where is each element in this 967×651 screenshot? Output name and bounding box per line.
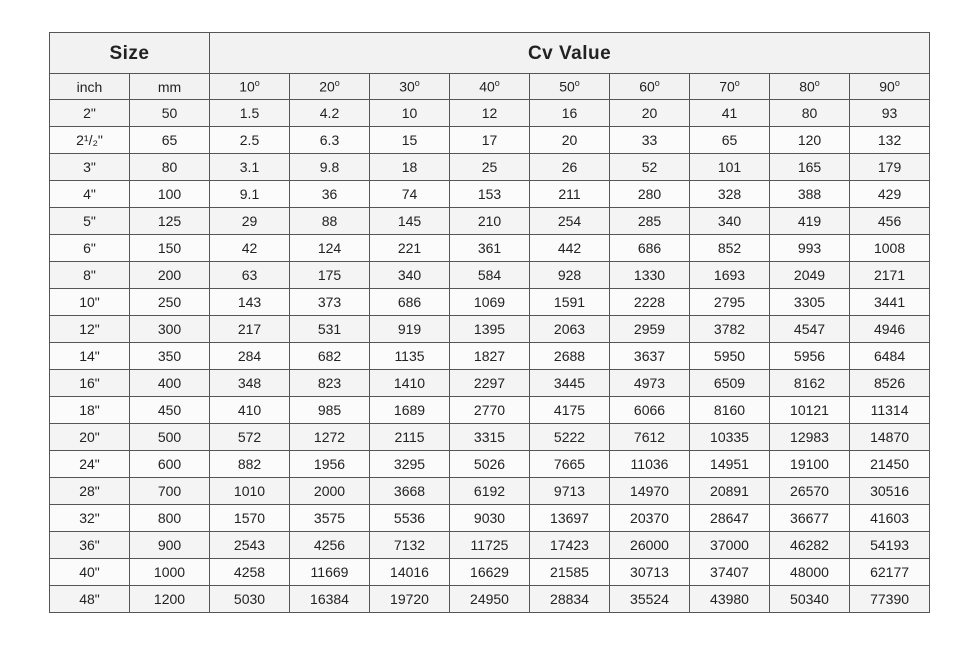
size-mm-cell: 500	[130, 424, 210, 451]
cv-value-cell: 52	[610, 154, 690, 181]
cv-value-cell: 217	[210, 316, 290, 343]
cv-value-cell: 24950	[450, 586, 530, 613]
cv-value-cell: 10	[370, 100, 450, 127]
degree-symbol: o	[814, 78, 820, 89]
header-row-units	[50, 74, 930, 100]
cv-value-cell: 3782	[690, 316, 770, 343]
degree-symbol: o	[894, 78, 900, 89]
cv-value-cell: 19720	[370, 586, 450, 613]
cv-value-cell: 54193	[850, 532, 930, 559]
cv-value-cell: 12983	[770, 424, 850, 451]
size-mm-cell: 450	[130, 397, 210, 424]
size-mm-cell: 80	[130, 154, 210, 181]
cv-value-cell: 8160	[690, 397, 770, 424]
cv-value-cell: 50340	[770, 586, 850, 613]
table-row	[50, 262, 930, 289]
cv-value-cell: 2.5	[210, 127, 290, 154]
cv-value-cell: 5222	[530, 424, 610, 451]
size-inch-cell: 20"	[50, 424, 130, 451]
size-mm-cell: 300	[130, 316, 210, 343]
cv-value-cell: 1330	[610, 262, 690, 289]
cv-value-cell: 124	[290, 235, 370, 262]
cv-value-cell: 1010	[210, 478, 290, 505]
angle-value: 90	[879, 78, 895, 95]
size-mm-cell: 1000	[130, 559, 210, 586]
cv-value-cell: 1069	[450, 289, 530, 316]
cv-value-cell: 3637	[610, 343, 690, 370]
cv-value-cell: 179	[850, 154, 930, 181]
size-inch-cell: 12"	[50, 316, 130, 343]
cv-value-cell: 6192	[450, 478, 530, 505]
inch-header: inch	[50, 74, 130, 100]
angle-header-80	[770, 74, 850, 100]
cv-value-cell: 285	[610, 208, 690, 235]
cv-value-cell: 882	[210, 451, 290, 478]
degree-symbol: o	[734, 78, 740, 89]
cv-value-cell: 37407	[690, 559, 770, 586]
degree-symbol: o	[654, 78, 660, 89]
cv-value-cell: 18	[370, 154, 450, 181]
cv-value-cell: 2063	[530, 316, 610, 343]
table-row	[50, 181, 930, 208]
cv-value-cell: 9.1	[210, 181, 290, 208]
cv-value-cell: 1008	[850, 235, 930, 262]
cv-value-cell: 6509	[690, 370, 770, 397]
cv-value-cell: 15	[370, 127, 450, 154]
cv-value-cell: 6066	[610, 397, 690, 424]
size-inch-cell: 2¹/₂"	[50, 127, 130, 154]
cv-value-cell: 572	[210, 424, 290, 451]
cv-value-cell: 63	[210, 262, 290, 289]
size-inch-cell: 18"	[50, 397, 130, 424]
angle-header-70	[690, 74, 770, 100]
cv-value-cell: 16	[530, 100, 610, 127]
degree-symbol: o	[414, 78, 420, 89]
cv-value-cell: 1135	[370, 343, 450, 370]
header-row-main	[50, 33, 930, 74]
cv-value-cell: 2228	[610, 289, 690, 316]
cv-value-cell: 2688	[530, 343, 610, 370]
cv-value-cell: 1.5	[210, 100, 290, 127]
cv-value-cell: 8526	[850, 370, 930, 397]
cv-value-cell: 43980	[690, 586, 770, 613]
angle-value: 30	[399, 78, 415, 95]
table-row	[50, 154, 930, 181]
table-row	[50, 208, 930, 235]
cv-value-cell: 254	[530, 208, 610, 235]
cv-value-cell: 993	[770, 235, 850, 262]
cv-value-cell: 7132	[370, 532, 450, 559]
cv-value-cell: 5956	[770, 343, 850, 370]
table-row	[50, 424, 930, 451]
angle-header-60	[610, 74, 690, 100]
size-mm-cell: 50	[130, 100, 210, 127]
cv-value-cell: 429	[850, 181, 930, 208]
cv-value-cell: 388	[770, 181, 850, 208]
cv-value-cell: 5026	[450, 451, 530, 478]
cv-value-cell: 14970	[610, 478, 690, 505]
cv-value-cell: 30516	[850, 478, 930, 505]
table-row	[50, 478, 930, 505]
size-mm-cell: 900	[130, 532, 210, 559]
cv-value-cell: 165	[770, 154, 850, 181]
cv-value-cell: 46282	[770, 532, 850, 559]
size-mm-cell: 125	[130, 208, 210, 235]
angle-value: 50	[559, 78, 575, 95]
cv-value-cell: 4258	[210, 559, 290, 586]
cv-value-cell: 9030	[450, 505, 530, 532]
cv-value-cell: 4547	[770, 316, 850, 343]
cv-value-cell: 143	[210, 289, 290, 316]
cv-value-cell: 65	[690, 127, 770, 154]
size-mm-cell: 350	[130, 343, 210, 370]
cv-value-cell: 21585	[530, 559, 610, 586]
table-row	[50, 505, 930, 532]
cv-value-cell: 5536	[370, 505, 450, 532]
cv-value-cell: 11036	[610, 451, 690, 478]
table-row	[50, 289, 930, 316]
cv-value-cell: 21450	[850, 451, 930, 478]
table-row	[50, 343, 930, 370]
angle-header-40	[450, 74, 530, 100]
cv-value-cell: 14016	[370, 559, 450, 586]
size-inch-cell: 14"	[50, 343, 130, 370]
cv-value-cell: 221	[370, 235, 450, 262]
angle-header-30	[370, 74, 450, 100]
cv-value-cell: 4175	[530, 397, 610, 424]
angle-value: 60	[639, 78, 655, 95]
cv-value-cell: 361	[450, 235, 530, 262]
cv-value-cell: 1410	[370, 370, 450, 397]
cv-value-cell: 16384	[290, 586, 370, 613]
cv-value-cell: 20	[530, 127, 610, 154]
table-row	[50, 397, 930, 424]
cv-value-cell: 686	[370, 289, 450, 316]
cv-value-cell: 823	[290, 370, 370, 397]
cv-value-cell: 2000	[290, 478, 370, 505]
cv-value-cell: 2171	[850, 262, 930, 289]
size-inch-cell: 8"	[50, 262, 130, 289]
cv-value-cell: 101	[690, 154, 770, 181]
cv-value-cell: 14951	[690, 451, 770, 478]
cv-value-cell: 5950	[690, 343, 770, 370]
size-mm-cell: 600	[130, 451, 210, 478]
cv-value-cell: 419	[770, 208, 850, 235]
cv-value-cell: 11669	[290, 559, 370, 586]
cv-value-cell: 120	[770, 127, 850, 154]
cv-value-header: Cv Value	[210, 33, 930, 74]
table-row	[50, 451, 930, 478]
table-row	[50, 370, 930, 397]
cv-value-cell: 20891	[690, 478, 770, 505]
cv-value-cell: 456	[850, 208, 930, 235]
cv-value-cell: 10121	[770, 397, 850, 424]
size-inch-cell: 2"	[50, 100, 130, 127]
cv-value-cell: 686	[610, 235, 690, 262]
cv-value-cell: 2049	[770, 262, 850, 289]
cv-value-cell: 41603	[850, 505, 930, 532]
table-row	[50, 235, 930, 262]
size-mm-cell: 200	[130, 262, 210, 289]
cv-value-cell: 531	[290, 316, 370, 343]
cv-value-cell: 16629	[450, 559, 530, 586]
cv-value-cell: 328	[690, 181, 770, 208]
angle-value: 20	[319, 78, 335, 95]
degree-symbol: o	[494, 78, 500, 89]
cv-value-cell: 13697	[530, 505, 610, 532]
cv-value-table	[49, 32, 930, 613]
size-inch-cell: 32"	[50, 505, 130, 532]
cv-value-cell: 8162	[770, 370, 850, 397]
angle-value: 70	[719, 78, 735, 95]
cv-value-cell: 3668	[370, 478, 450, 505]
cv-value-cell: 3441	[850, 289, 930, 316]
cv-value-cell: 14870	[850, 424, 930, 451]
angle-value: 80	[799, 78, 815, 95]
degree-symbol: o	[574, 78, 580, 89]
angle-header-20	[290, 74, 370, 100]
cv-value-cell: 36	[290, 181, 370, 208]
cv-value-cell: 2297	[450, 370, 530, 397]
cv-value-cell: 442	[530, 235, 610, 262]
size-mm-cell: 250	[130, 289, 210, 316]
cv-value-cell: 410	[210, 397, 290, 424]
cv-value-cell: 62177	[850, 559, 930, 586]
cv-value-cell: 4973	[610, 370, 690, 397]
size-inch-cell: 16"	[50, 370, 130, 397]
size-mm-cell: 800	[130, 505, 210, 532]
cv-value-cell: 26000	[610, 532, 690, 559]
size-header: Size	[50, 33, 210, 74]
cv-value-cell: 4256	[290, 532, 370, 559]
size-mm-cell: 1200	[130, 586, 210, 613]
cv-value-cell: 3305	[770, 289, 850, 316]
cv-value-cell: 33	[610, 127, 690, 154]
angle-header-10	[210, 74, 290, 100]
angle-value: 40	[479, 78, 495, 95]
cv-value-cell: 132	[850, 127, 930, 154]
cv-value-cell: 35524	[610, 586, 690, 613]
cv-value-cell: 2770	[450, 397, 530, 424]
cv-value-cell: 48000	[770, 559, 850, 586]
cv-value-cell: 11314	[850, 397, 930, 424]
size-inch-cell: 24"	[50, 451, 130, 478]
cv-value-cell: 284	[210, 343, 290, 370]
angle-value: 10	[239, 78, 255, 95]
cv-value-cell: 1956	[290, 451, 370, 478]
angle-header-90	[850, 74, 930, 100]
cv-value-cell: 4946	[850, 316, 930, 343]
degree-symbol: o	[254, 78, 260, 89]
cv-value-cell: 17	[450, 127, 530, 154]
degree-symbol: o	[334, 78, 340, 89]
size-inch-cell: 48"	[50, 586, 130, 613]
cv-value-cell: 1272	[290, 424, 370, 451]
size-inch-cell: 28"	[50, 478, 130, 505]
cv-value-cell: 28647	[690, 505, 770, 532]
cv-value-cell: 29	[210, 208, 290, 235]
cv-value-cell: 3.1	[210, 154, 290, 181]
size-mm-cell: 100	[130, 181, 210, 208]
cv-value-cell: 145	[370, 208, 450, 235]
table-row	[50, 127, 930, 154]
cv-value-cell: 3575	[290, 505, 370, 532]
size-mm-cell: 400	[130, 370, 210, 397]
cv-value-cell: 1693	[690, 262, 770, 289]
cv-value-cell: 6.3	[290, 127, 370, 154]
size-inch-cell: 10"	[50, 289, 130, 316]
cv-value-cell: 7665	[530, 451, 610, 478]
angle-header-50	[530, 74, 610, 100]
mm-header: mm	[130, 74, 210, 100]
cv-value-cell: 919	[370, 316, 450, 343]
table-row	[50, 316, 930, 343]
cv-value-cell: 340	[370, 262, 450, 289]
table-row	[50, 559, 930, 586]
size-inch-cell: 36"	[50, 532, 130, 559]
cv-value-cell: 19100	[770, 451, 850, 478]
cv-value-cell: 340	[690, 208, 770, 235]
cv-value-cell: 12	[450, 100, 530, 127]
cv-value-cell: 3295	[370, 451, 450, 478]
table-row	[50, 532, 930, 559]
cv-value-cell: 373	[290, 289, 370, 316]
cv-value-cell: 348	[210, 370, 290, 397]
cv-value-cell: 2959	[610, 316, 690, 343]
size-inch-cell: 6"	[50, 235, 130, 262]
cv-value-cell: 10335	[690, 424, 770, 451]
cv-value-cell: 852	[690, 235, 770, 262]
cv-value-cell: 11725	[450, 532, 530, 559]
cv-value-cell: 153	[450, 181, 530, 208]
cv-value-cell: 2115	[370, 424, 450, 451]
cv-value-cell: 2795	[690, 289, 770, 316]
cv-value-cell: 6484	[850, 343, 930, 370]
size-mm-cell: 150	[130, 235, 210, 262]
cv-value-cell: 7612	[610, 424, 690, 451]
cv-value-cell: 20370	[610, 505, 690, 532]
cv-value-cell: 88	[290, 208, 370, 235]
table-row	[50, 100, 930, 127]
cv-value-cell: 17423	[530, 532, 610, 559]
cv-value-cell: 1591	[530, 289, 610, 316]
cv-value-cell: 280	[610, 181, 690, 208]
cv-value-cell: 26	[530, 154, 610, 181]
cv-value-cell: 80	[770, 100, 850, 127]
cv-value-cell: 928	[530, 262, 610, 289]
size-inch-cell: 40"	[50, 559, 130, 586]
cv-value-cell: 1570	[210, 505, 290, 532]
size-mm-cell: 700	[130, 478, 210, 505]
cv-value-cell: 93	[850, 100, 930, 127]
cv-value-cell: 26570	[770, 478, 850, 505]
cv-value-cell: 175	[290, 262, 370, 289]
cv-value-cell: 20	[610, 100, 690, 127]
table-body	[50, 100, 930, 613]
cv-value-cell: 36677	[770, 505, 850, 532]
cv-value-cell: 210	[450, 208, 530, 235]
cv-value-cell: 211	[530, 181, 610, 208]
cv-value-cell: 584	[450, 262, 530, 289]
size-mm-cell: 65	[130, 127, 210, 154]
size-inch-cell: 3"	[50, 154, 130, 181]
cv-value-cell: 28834	[530, 586, 610, 613]
cv-value-cell: 2543	[210, 532, 290, 559]
cv-value-cell: 3315	[450, 424, 530, 451]
size-inch-cell: 4"	[50, 181, 130, 208]
cv-value-cell: 3445	[530, 370, 610, 397]
cv-value-cell: 5030	[210, 586, 290, 613]
cv-value-cell: 30713	[610, 559, 690, 586]
cv-value-cell: 42	[210, 235, 290, 262]
table-row	[50, 586, 930, 613]
cv-value-cell: 74	[370, 181, 450, 208]
cv-value-cell: 1395	[450, 316, 530, 343]
cv-value-cell: 1689	[370, 397, 450, 424]
size-inch-cell: 5"	[50, 208, 130, 235]
cv-value-cell: 9.8	[290, 154, 370, 181]
cv-value-cell: 77390	[850, 586, 930, 613]
cv-value-cell: 1827	[450, 343, 530, 370]
cv-value-cell: 37000	[690, 532, 770, 559]
cv-value-cell: 25	[450, 154, 530, 181]
cv-value-cell: 41	[690, 100, 770, 127]
cv-value-cell: 985	[290, 397, 370, 424]
cv-value-cell: 682	[290, 343, 370, 370]
cv-value-cell: 4.2	[290, 100, 370, 127]
cv-value-cell: 9713	[530, 478, 610, 505]
